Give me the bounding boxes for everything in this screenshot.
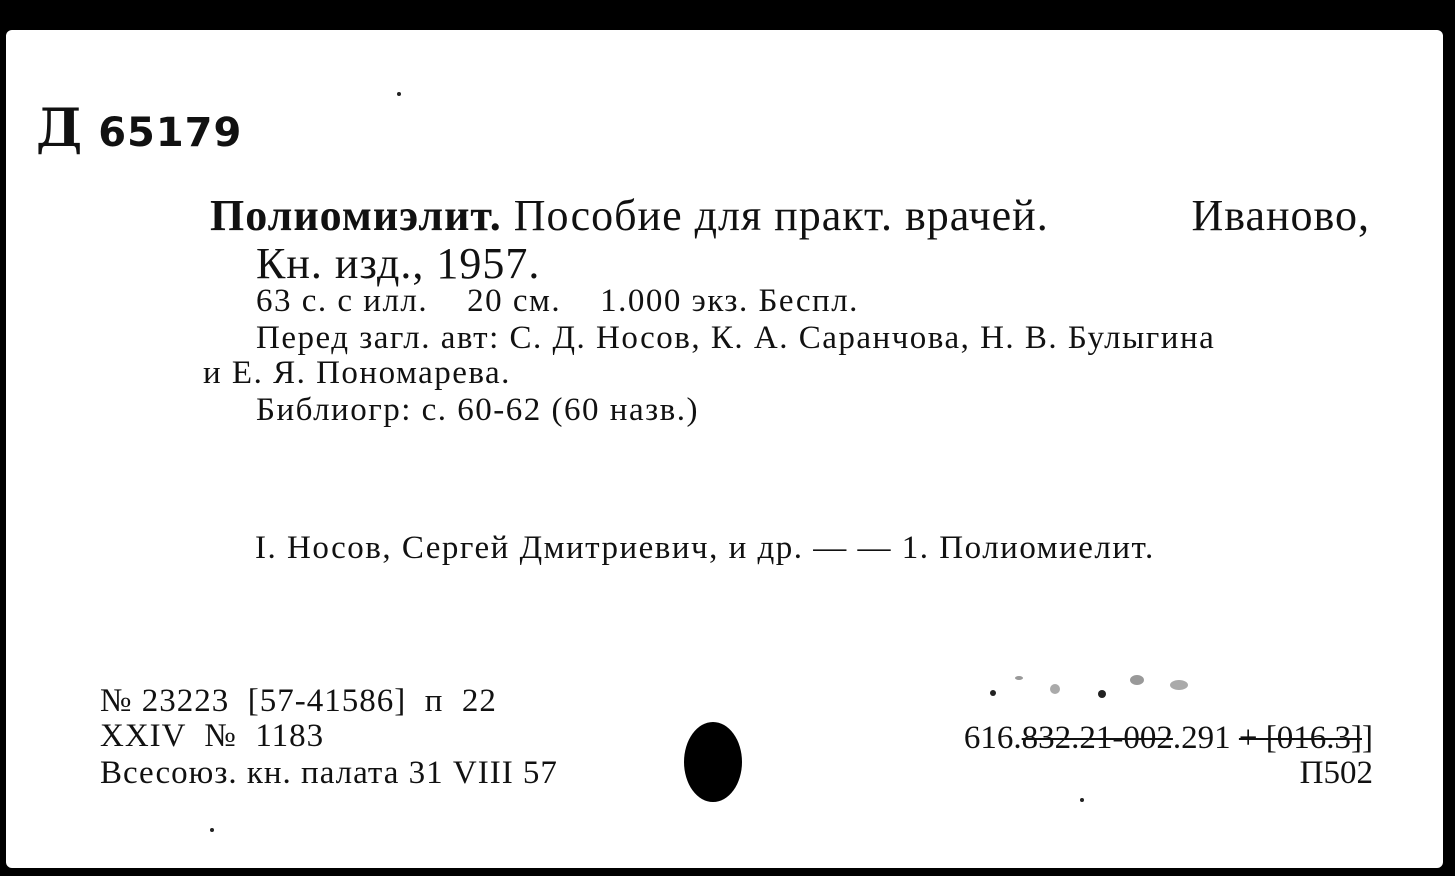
footer-line-2: XXIV № 1183 (100, 718, 325, 754)
publication-place: Иваново, (1191, 191, 1370, 240)
stamp-speck (1015, 676, 1023, 680)
dust-speck (1080, 798, 1084, 802)
call-number-letter: Д (36, 98, 84, 159)
bibliography-note: Библиогр: с. 60-62 (60 назв.) (256, 392, 699, 428)
class-struck-2: + [016.3] (1238, 720, 1362, 756)
call-number-digits: 65179 (98, 110, 243, 156)
dust-speck (397, 92, 401, 96)
stamp-speck (1170, 680, 1188, 690)
title-bold: Полиомиэлит. (210, 191, 502, 240)
stamp-speck (1130, 675, 1144, 685)
authors-line-2: и Е. Я. Пономарева. (203, 355, 511, 391)
dust-speck (210, 828, 214, 832)
class-end: ] (1362, 720, 1373, 756)
shelf-mark: П502 (1299, 755, 1373, 791)
collation-line: 63 с. с илл. 20 см. 1.000 экз. Беспл. (256, 283, 859, 319)
stamp-speck (1050, 684, 1060, 694)
tracing-line: I. Носов, Сергей Дмитриевич, и др. — — 1. Полиомиелит. (255, 530, 1155, 566)
call-number (36, 98, 242, 159)
authors-line-1: Перед загл. авт: С. Д. Носов, К. А. Саранчова, Н. В. Булыгина (256, 320, 1216, 356)
title-rest: Пособие для практ. врачей. (513, 191, 1049, 240)
class-mid: .291 (1172, 720, 1231, 756)
class-prefix: 616. (963, 720, 1022, 756)
classification-number (964, 720, 1373, 757)
stamp-speck (990, 690, 996, 696)
stamp-speck (1098, 690, 1106, 698)
title-line (210, 190, 1370, 241)
class-struck-1: 832.21-002 (1021, 720, 1173, 756)
footer-line-3: Всесоюз. кн. палата 31 VIII 57 (100, 755, 558, 791)
footer-line-1: № 23223 [57-41586] п 22 (100, 683, 497, 719)
publisher-line: Кн. изд., 1957. (256, 239, 541, 288)
punch-hole (684, 722, 742, 802)
